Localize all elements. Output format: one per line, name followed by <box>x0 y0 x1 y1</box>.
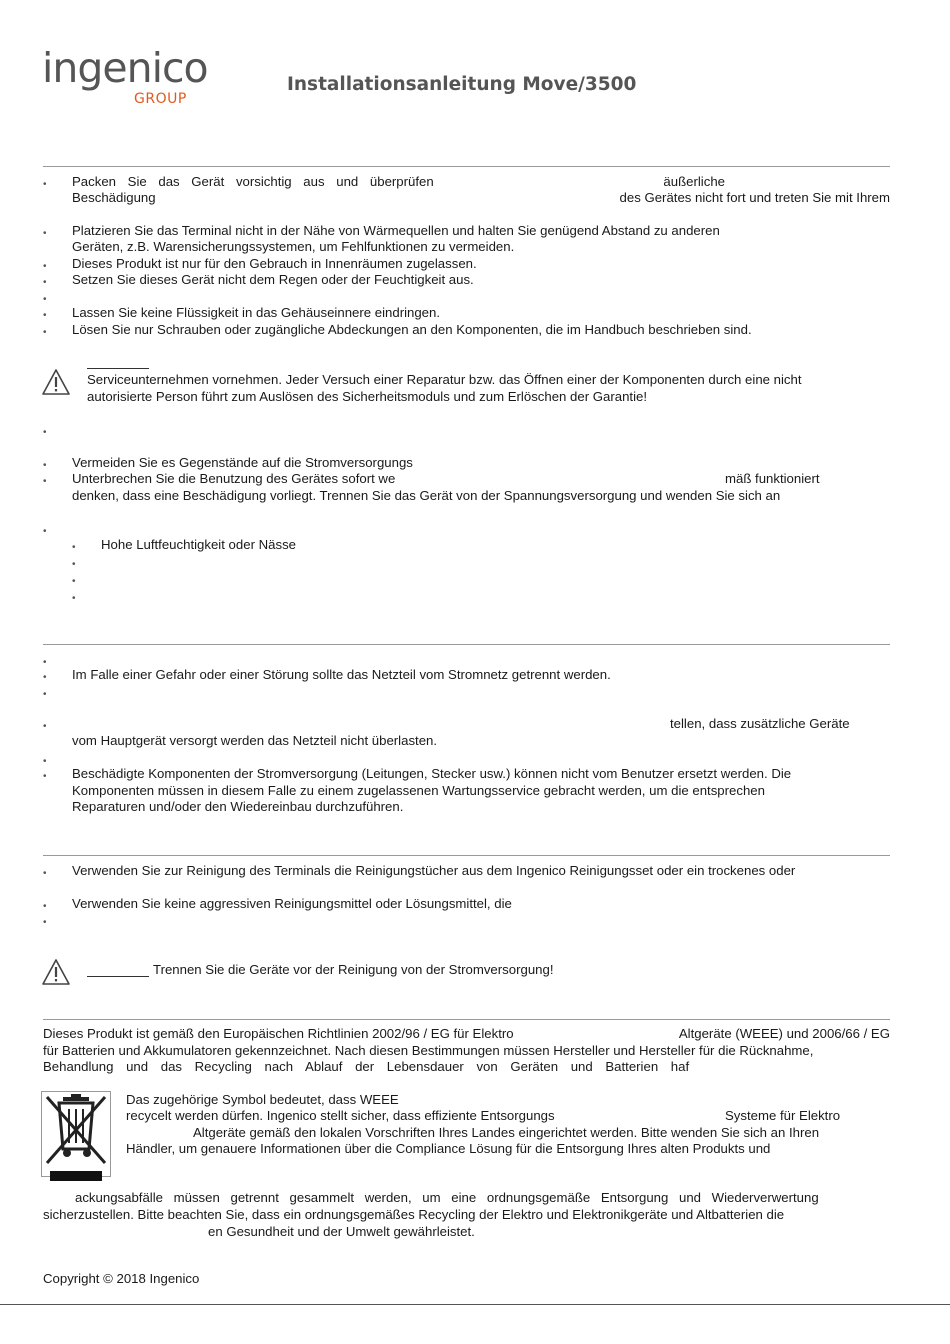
sub-bullet: • <box>72 559 76 570</box>
bullet: • <box>43 657 47 668</box>
bullet: • <box>43 901 47 912</box>
list-item <box>72 190 890 206</box>
paragraph-text: Altgeräte (WEEE) und 2006/66 / EG <box>678 1026 890 1041</box>
list-item: Unterbrechen Sie die Benutzung des Gerätes sofort we <box>72 471 396 486</box>
footer-divider <box>0 1304 950 1305</box>
paragraph-line: ackungsabfälle müssen getrennt gesammelt werden, um eine ordnungsgemäße Entsorgung und Wiederverwertung <box>75 1190 819 1205</box>
bullet: • <box>43 277 47 288</box>
list-item-text: äußerliche <box>663 174 725 189</box>
weee-crossed-bin-icon <box>41 1091 111 1187</box>
list-item: Geräten, z.B. Warensicherungssystemen, um Fehlfunktionen zu vermeiden. <box>72 239 515 254</box>
bullet: • <box>43 771 47 782</box>
list-item: Reparaturen und/oder den Wiedereinbau durchzuführen. <box>72 799 404 814</box>
list-item: Platzieren Sie das Terminal nicht in der Nähe von Wärmequellen und halten Sie genügend Abstand zu anderen <box>72 223 720 238</box>
bullet: • <box>43 294 47 305</box>
paragraph-line: en Gesundheit und der Umwelt gewährleistet. <box>208 1224 475 1239</box>
warning-icon <box>41 958 71 986</box>
paragraph-line <box>43 1026 890 1042</box>
section-divider <box>43 1019 890 1020</box>
warning-icon <box>41 368 71 396</box>
list-item: Lassen Sie keine Flüssigkeit in das Gehäuseinnere eindringen. <box>72 305 441 320</box>
list-item <box>72 174 725 190</box>
bullet: • <box>43 721 47 732</box>
bullet: • <box>43 476 47 487</box>
paragraph-line: Händler, um genauere Informationen über die Compliance Lösung für die Entsorgung Ihres alten Produkts und <box>126 1141 771 1156</box>
list-item: mäß funktioniert <box>725 471 820 486</box>
ingenico-logo: ingenico <box>42 44 208 92</box>
list-item: Komponenten müssen in diesem Falle zu einem zugelassenen Wartungsservice gebracht werden, um die entsprechen <box>72 783 765 798</box>
bullet: • <box>43 868 47 879</box>
bullet: • <box>43 427 47 438</box>
bullet: • <box>43 689 47 700</box>
list-item: Dieses Produkt ist nur für den Gebrauch in Innenräumen zugelassen. <box>72 256 477 271</box>
sub-bullet: • <box>72 542 76 553</box>
list-item: vom Hauptgerät versorgt werden das Netzteil nicht überlasten. <box>72 733 438 748</box>
paragraph-text: Dieses Produkt ist gemäß den Europäischen Richtlinien 2002/96 / EG für Elektro <box>43 1026 514 1041</box>
underline-mark <box>87 368 149 369</box>
list-item: Im Falle einer Gefahr oder einer Störung sollte das Netzteil vom Stromnetz getrennt werden. <box>72 667 611 682</box>
section-divider <box>43 644 890 645</box>
warning-text: autorisierte Person führt zum Auslösen des Sicherheitsmoduls und zum Erlöschen der Garantie! <box>87 389 648 404</box>
paragraph-line: sicherzustellen. Bitte beachten Sie, dass ein ordnungsgemäßes Recycling der Elektro und Elektronikgeräte und Altbatterien die <box>43 1207 785 1222</box>
paragraph-line: Systeme für Elektro <box>725 1108 841 1123</box>
list-item: Beschädigte Komponenten der Stromversorgung (Leitungen, Stecker usw.) können nicht vom Benutzer ersetzt werden. Die <box>72 766 792 781</box>
paragraph-line: Behandlung und das Recycling nach Ablauf der Lebensdauer von Geräten und Batterien haf <box>43 1059 690 1074</box>
section-divider <box>43 166 890 167</box>
bullet: • <box>43 526 47 537</box>
underline-mark <box>87 976 149 977</box>
sub-bullet: • <box>72 576 76 587</box>
list-item: tellen, dass zusätzliche Geräte <box>670 716 850 731</box>
bullet: • <box>43 460 47 471</box>
list-item-text: Packen Sie das Gerät vorsichtig aus und überprüfen <box>72 174 434 189</box>
sub-list-item: Hohe Luftfeuchtigkeit oder Nässe <box>101 537 296 552</box>
bullet: • <box>43 310 47 321</box>
copyright-text: Copyright © 2018 Ingenico <box>43 1271 200 1286</box>
list-item: Vermeiden Sie es Gegenstände auf die Stromversorgungs <box>72 455 413 470</box>
document-title: Installationsanleitung Move/3500 <box>287 74 637 95</box>
paragraph-line: recycelt werden dürfen. Ingenico stellt sicher, dass effiziente Entsorgungs <box>126 1108 555 1123</box>
bullet: • <box>43 228 47 239</box>
bullet: • <box>43 672 47 683</box>
bullet: • <box>43 261 47 272</box>
bullet: • <box>43 179 47 190</box>
bullet: • <box>43 756 47 767</box>
list-item: Verwenden Sie keine aggressiven Reinigungsmittel oder Lösungsmittel, die <box>72 896 512 911</box>
bullet: • <box>43 917 47 928</box>
paragraph-line: Altgeräte gemäß den lokalen Vorschriften Ihres Landes eingerichtet werden. Bitte wenden Sie sich an Ihren <box>193 1125 820 1140</box>
list-item: denken, dass eine Beschädigung vorliegt. Trennen Sie das Gerät von der Spannungsversorgung und wenden Sie sich an <box>72 488 781 503</box>
bullet: • <box>43 327 47 338</box>
logo-group-label: GROUP <box>134 91 187 107</box>
list-item: Setzen Sie dieses Gerät nicht dem Regen oder der Feuchtigkeit aus. <box>72 272 474 287</box>
list-item-text: des Gerätes nicht fort und treten Sie mit Ihrem <box>619 190 890 205</box>
list-item: Verwenden Sie zur Reinigung des Terminals die Reinigungstücher aus dem Ingenico Reinigungsset oder ein trockenes oder <box>72 863 796 878</box>
sub-bullet: • <box>72 593 76 604</box>
paragraph-line: für Batterien und Akkumulatoren gekennzeichnet. Nach diesen Bestimmungen müssen Hersteller und Hersteller für die Rücknahme, <box>43 1043 814 1058</box>
paragraph-line: Das zugehörige Symbol bedeutet, dass WEEE <box>126 1092 399 1107</box>
section-divider <box>43 855 890 856</box>
warning-text: Trennen Sie die Geräte vor der Reinigung von der Stromversorgung! <box>153 962 554 977</box>
warning-text: Serviceunternehmen vornehmen. Jeder Versuch einer Reparatur bzw. das Öffnen einer der Komponenten durch eine nicht <box>87 372 802 387</box>
list-item: Lösen Sie nur Schrauben oder zugängliche Abdeckungen an den Komponenten, die im Handbuch beschrieben sind. <box>72 322 752 337</box>
list-item-text: Beschädigung <box>72 190 156 205</box>
